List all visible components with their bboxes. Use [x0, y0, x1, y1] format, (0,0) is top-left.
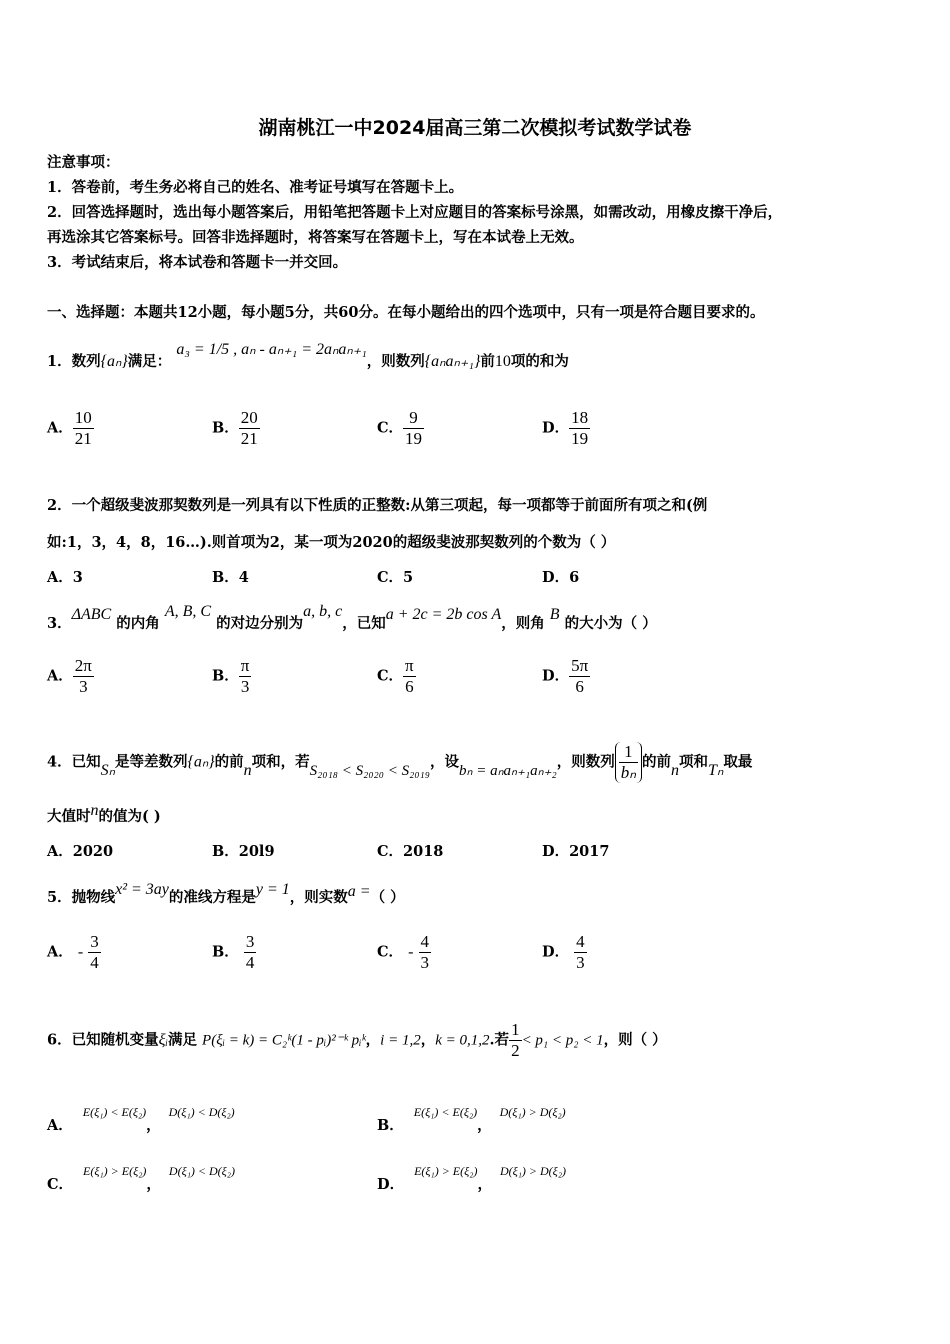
question-5: 5．抛物线x² = 3ay的准线方程是y = 1，则实数a =（ ）: [47, 881, 405, 906]
q1-mid: 满足：: [127, 353, 172, 370]
q3-option-c: C． $\frac{\pi}{6}$: [377, 656, 414, 696]
notice-item-2b: 再选涂其它答案标号。回答非选择题时，将答案写在答题卡上，写在本试卷上无效。: [47, 229, 584, 246]
q1-option-a: A． $\frac{10}{21}$: [47, 408, 92, 448]
q4-option-b: B．20l9: [212, 843, 275, 860]
q3-angle-b: B: [549, 606, 560, 623]
notice-heading: 注意事项：: [47, 154, 120, 171]
notice-item-3: 3．考试结束后，将本试卷和答题卡一并交回。: [47, 254, 348, 271]
question-4: 4．已知Sₙ是等差数列{aₙ}的前n项和，若S₂₀₁₈ < S₂₀₂₀ < S₂₀₁₉，设bₙ = aₙaₙ₊₁aₙ₊₂，则数列 $\frac{1}{\text{bₙ}}$ 的前n项和Tₙ取最: [47, 742, 753, 782]
q5-option-d: D． $\frac{4}{3}$: [542, 932, 585, 972]
q1-tail2: 项的和为: [510, 353, 569, 370]
question-3: 3．ΔABC 的内角 A, B, C 的对边分别为a, b, c，已知a + 2c = 2b cos A，则角 B 的大小为（ ）: [47, 603, 657, 632]
notice-item-1: 1．答卷前，考生务必将自己的姓名、准考证号填写在答题卡上。: [47, 179, 464, 196]
q1-prefix: 1．数列: [47, 353, 101, 370]
q3-option-a: A． $\frac{2\pi}{3}$: [47, 656, 92, 696]
q3-triangle: ΔABC: [71, 606, 112, 623]
question-1: [47, 341, 569, 371]
q2-option-b: B．4: [212, 569, 249, 586]
q1-term-count: 10: [494, 353, 511, 370]
q1-mid2: ，则数列: [366, 353, 425, 370]
q3-option-b: B． $\frac{\pi}{3}$: [212, 656, 250, 696]
q4-line-2: 大值时n的值为( ): [47, 802, 161, 825]
q1-option-c: C． $\frac{9}{19}$: [377, 408, 423, 448]
q2-option-a: A．3: [47, 569, 83, 586]
page-title: 湖南桃江一中2024届高三第二次模拟考试数学试卷: [258, 117, 692, 139]
q4-option-c: C．2018: [377, 843, 444, 860]
q6-option-d: D．E(ξ₁) > E(ξ₂)，D(ξ₁) > D(ξ₂): [377, 1164, 566, 1193]
notice-item-2a: 2．回答选择题时，选出每小题答案后，用铅笔把答题卡上对应题目的答案标号涂黑，如需改动，用橡皮擦干净后，: [47, 204, 783, 221]
q1-option-d: D． $\frac{18}{19}$: [542, 408, 589, 448]
q1-sequence: {aₙ}: [100, 353, 128, 370]
q1-sequence-2: {aₙaₙ₊₁}: [424, 353, 481, 370]
question-6: 6．已知随机变量ξᵢ满足 P(ξᵢ = k) = C₂ᵏ(1 - pᵢ)²⁻ᵏ pᵢᵏ，i = 1,2，k = 0,1,2.若 $\frac{1}{2}$ < p₁ < p₂ < 1，则（ ）: [47, 1020, 667, 1060]
q5-option-a: A． - $\frac{3}{4}$: [47, 932, 99, 972]
q5-option-b: B． $\frac{3}{4}$: [212, 932, 255, 972]
section-heading: 一、选择题：本题共12小题，每小题5分，共60分。在每小题给出的四个选项中，只有一项是符合题目要求的。: [47, 304, 765, 321]
q3-angles: A, B, C: [164, 603, 212, 620]
q1-tail: 前: [480, 353, 495, 370]
q4-option-d: D．2017: [542, 843, 610, 860]
q1-condition: a₃ = 1/5 , aₙ - aₙ₊₁ = 2aₙaₙ₊₁: [176, 341, 367, 358]
q3-sides: a, b, c: [303, 603, 343, 620]
q3-equation: a + 2c = 2b cos A: [385, 606, 502, 623]
q2-line-1: 2．一个超级斐波那契数列是一列具有以下性质的正整数:从第三项起，每一项都等于前面所有项之和(例: [47, 497, 708, 514]
q6-option-c: C．E(ξ₁) > E(ξ₂)，D(ξ₁) < D(ξ₂): [47, 1164, 235, 1193]
q5-option-c: C． - $\frac{4}{3}$: [377, 932, 429, 972]
q3-option-d: D． $\frac{5\pi}{6}$: [542, 656, 589, 696]
q2-line-2: 如:1，3，4，8，16…).则首项为2，某一项为2020的超级斐波那契数列的个数为（ ）: [47, 534, 616, 551]
q6-option-b: B．E(ξ₁) < E(ξ₂)，D(ξ₁) > D(ξ₂): [377, 1105, 566, 1134]
q2-option-d: D．6: [542, 569, 580, 586]
q6-option-a: A．E(ξ₁) < E(ξ₂)，D(ξ₁) < D(ξ₂): [47, 1105, 235, 1134]
q1-option-b: B． $\frac{20}{21}$: [212, 408, 258, 448]
q2-option-c: C．5: [377, 569, 414, 586]
q4-option-a: A．2020: [47, 843, 114, 860]
